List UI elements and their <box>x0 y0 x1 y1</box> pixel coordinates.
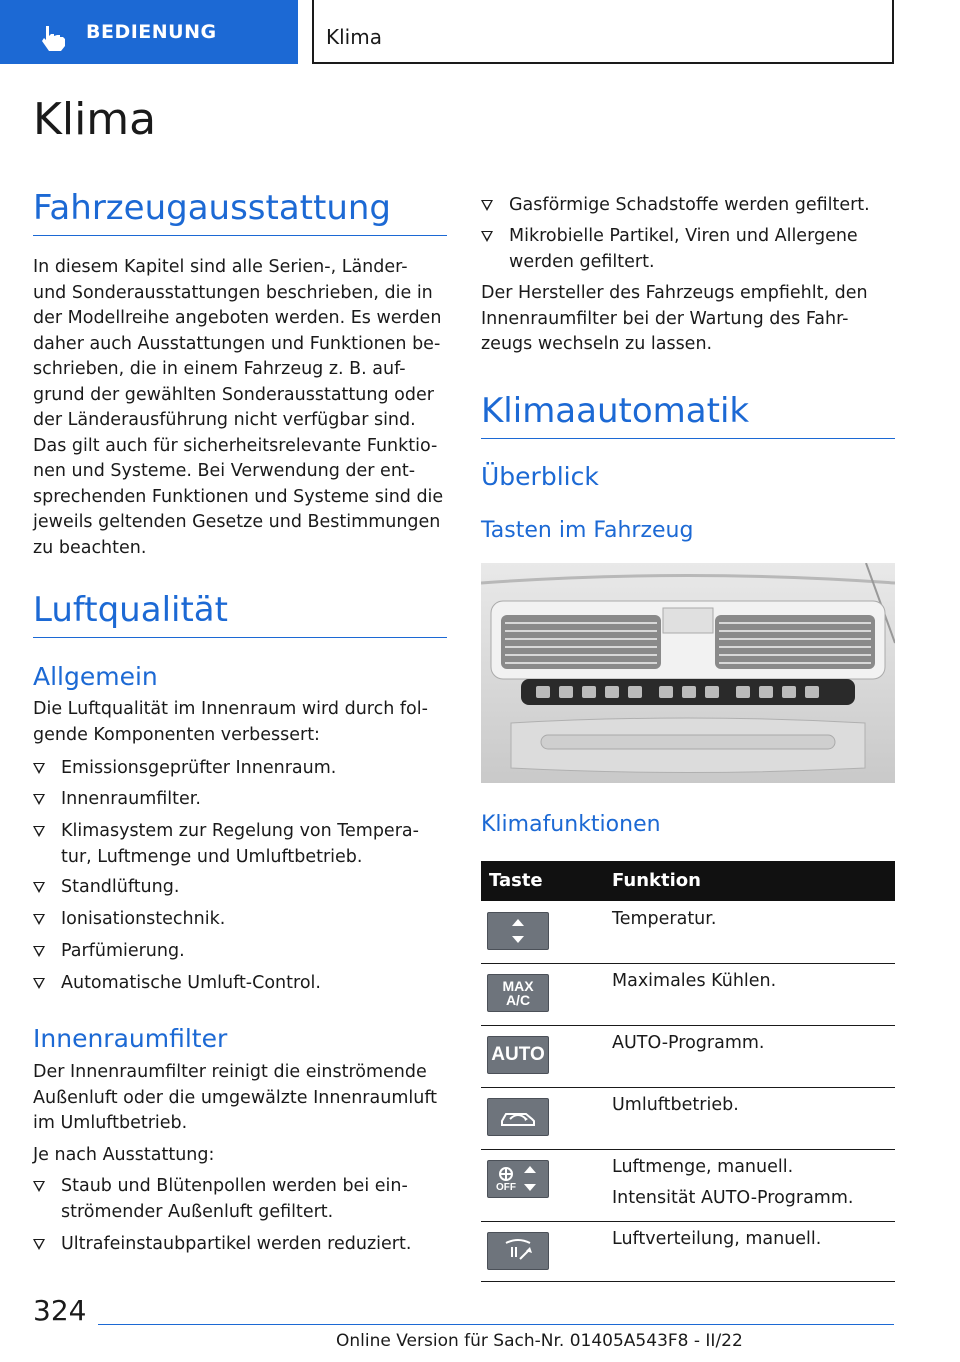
text-line: im Umluftbetrieb. <box>33 1113 188 1133</box>
recirculation-car-icon <box>487 1098 549 1136</box>
triangle-bullet-icon <box>33 946 45 957</box>
text-line: daher auch Ausstattungen und Funktionen be- <box>33 333 441 354</box>
function-text: Luftverteilung, manuell. <box>612 1229 822 1249</box>
text-line: Der Hersteller des Fahrzeugs empfiehlt, den <box>481 283 868 303</box>
triangle-bullet-icon <box>481 231 493 242</box>
list-item-text: Innenraumfilter. <box>61 789 201 809</box>
function-text: Maximales Kühlen. <box>612 971 777 991</box>
table-row <box>481 901 895 964</box>
list-item-text: Automatische Umluft-Control. <box>61 973 321 993</box>
list-item-text: Mikrobielle Partikel, Viren und Allergene <box>509 226 858 246</box>
table-row <box>481 963 895 1026</box>
list-item-text: Standlüftung. <box>61 877 180 897</box>
triangle-bullet-icon <box>33 1239 45 1250</box>
heading-innenraumfilter: Innenraumfilter <box>33 1024 228 1053</box>
header-funktion: Funktion <box>612 870 701 891</box>
heading-fahrzeugausstattung: Fahrzeugausstattung <box>33 188 392 228</box>
table-row <box>481 1025 895 1088</box>
chapter-tab-label: Klima <box>326 25 382 49</box>
text-line: zu beachten. <box>33 537 147 558</box>
text-line: Der Innenraumfilter reinigt die einströmende <box>33 1062 427 1082</box>
text-line: der Modellreihe angeboten werden. Es werden <box>33 308 442 328</box>
function-text: Luftmenge, manuell. <box>612 1157 794 1177</box>
function-text: Intensität AUTO-Programm. <box>612 1188 854 1208</box>
pointing-hand-icon <box>38 24 68 52</box>
page-number: 324 <box>33 1294 87 1327</box>
triangle-bullet-icon <box>33 914 45 925</box>
icon-label: A/C <box>505 992 531 1008</box>
max-ac-icon <box>487 974 549 1012</box>
text-line: Das gilt auch für sicherheitsrelevante Funktio- <box>33 435 438 456</box>
section-rule <box>33 235 447 236</box>
section-rule <box>33 637 447 638</box>
footer-text: Online Version für Sach-Nr. 01405A543F8 - II/22 <box>336 1331 743 1351</box>
header-taste: Taste <box>489 870 543 891</box>
chapter-tab <box>312 0 894 64</box>
icon-label: MAX <box>502 978 534 994</box>
list-item-text: tur, Luftmenge und Umluftbetrieb. <box>61 846 363 867</box>
climate-panel-photo <box>481 563 895 783</box>
table-row <box>481 1149 895 1222</box>
triangle-bullet-icon <box>33 882 45 893</box>
list-item-text: strömender Außenluft gefiltert. <box>61 1201 334 1222</box>
table-header <box>481 861 895 901</box>
heading-luftqualitaet: Luftqualität <box>33 590 228 630</box>
air-distribution-icon <box>487 1232 549 1270</box>
list-item-text: Staub und Blütenpollen werden bei ein- <box>61 1176 408 1196</box>
text-line: Außenluft oder die umgewälzte Innenraumluft <box>33 1087 438 1108</box>
section-tab <box>0 0 298 64</box>
heading-ueberblick: Überblick <box>481 462 599 491</box>
auto-icon <box>487 1036 549 1074</box>
triangle-bullet-icon <box>33 763 45 774</box>
triangle-bullet-icon <box>33 1181 45 1192</box>
list-item-text: Ultrafeinstaubpartikel werden reduziert. <box>61 1234 412 1254</box>
triangle-bullet-icon <box>33 978 45 989</box>
page-title: Klima <box>33 94 157 145</box>
text-line: der Länderausführung nicht verfügbar sind. <box>33 410 416 430</box>
text-line: schrieben, die in einem Fahrzeug z. B. auf- <box>33 359 406 379</box>
list-item-text: Emissionsgeprüfter Innenraum. <box>61 758 337 778</box>
text-line: und Sonderausstattungen beschrieben, die in <box>33 282 433 303</box>
function-text: AUTO-Programm. <box>612 1033 765 1053</box>
table-row <box>481 1221 895 1282</box>
text-line: Die Luftqualität im Innenraum wird durch fol- <box>33 699 428 719</box>
icon-label: AUTO <box>491 1044 545 1065</box>
text-line: Innenraumfilter bei der Wartung des Fahr- <box>481 308 849 329</box>
text-line: sprechenden Funktionen und Systeme sind die <box>33 486 444 507</box>
heading-allgemein: Allgemein <box>33 662 158 691</box>
climate-panel-illustration <box>481 563 895 783</box>
list-item-text: werden gefiltert. <box>509 251 655 272</box>
text-line: grund der gewählten Sonderausstattung oder <box>33 384 434 405</box>
list-item-text: Klimasystem zur Regelung von Tempera- <box>61 821 419 841</box>
table-row <box>481 1087 895 1150</box>
heading-klimafunktionen: Klimafunktionen <box>481 812 661 837</box>
section-rule <box>481 438 895 439</box>
triangle-bullet-icon <box>33 794 45 805</box>
heading-klimaautomatik: Klimaautomatik <box>481 391 750 431</box>
list-item-text: Parfümierung. <box>61 941 185 961</box>
triangle-bullet-icon <box>481 200 493 211</box>
function-text: Temperatur. <box>612 909 717 929</box>
footer-rule <box>98 1324 894 1325</box>
je-nach-ausstattung: Je nach Ausstattung: <box>33 1145 215 1165</box>
icon-label: OFF <box>496 1182 516 1193</box>
text-line: In diesem Kapitel sind alle Serien-, Länder- <box>33 257 408 277</box>
triangle-bullet-icon <box>33 826 45 837</box>
list-item-text: Ionisationstechnik. <box>61 909 226 929</box>
text-line: zeugs wechseln zu lassen. <box>481 334 713 354</box>
text-line: gende Komponenten verbessert: <box>33 724 320 745</box>
list-item-text: Gasförmige Schadstoffe werden gefiltert. <box>509 195 870 215</box>
heading-tasten: Tasten im Fahrzeug <box>481 518 694 543</box>
function-text: Umluftbetrieb. <box>612 1095 739 1115</box>
fan-off-arrows-icon <box>487 1160 549 1198</box>
text-line: nen und Systeme. Bei Verwendung der ent- <box>33 461 416 481</box>
section-tab-label: BEDIENUNG <box>86 21 217 43</box>
temperature-arrows-icon <box>487 912 549 950</box>
text-line: jeweils geltenden Gesetze und Bestimmungen <box>33 512 441 532</box>
